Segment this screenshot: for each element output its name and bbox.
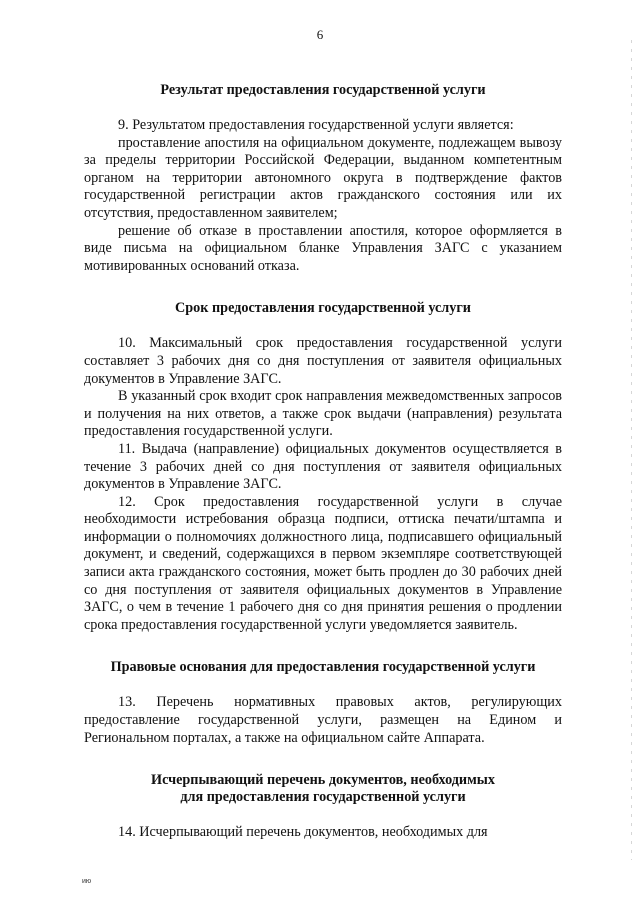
section-heading: Срок предоставления государственной услуги xyxy=(175,300,471,317)
paragraph: проставление апостиля на официальном документе, подлежащем вывозу за пределы территории Российской Федерации, выданном компетентным органом на территории автономного округа в подтверждение фактов государственной регистрации актов гражданского состояния или их отсутствия, предоставленном заявителем; xyxy=(84,134,562,221)
paragraph: 12. Срок предоставления государственной услуги в случае необходимости истребования образца подписи, оттиска печати/штампа и информации о полномочиях должностного лица, подписавшего официальный документ, и сведений, содержащихся в первом экземпляре соответствующей записи акта гражданского состояния, может быть продлен до 30 рабочих дней со дня поступления от заявителя официальных документов в Управление ЗАГС, о чем в течение 1 рабочего дня со дня принятия решения о продлении срока предоставления государственной услуги уведомляется заявитель. xyxy=(84,493,562,633)
section-heading: Правовые основания для предоставления государственной услуги xyxy=(110,659,536,676)
section-result xyxy=(84,82,562,275)
paragraph: В указанный срок входит срок направления межведомственных запросов и получения на них ответов, а также срок выдачи (направления) результата предоставления государственной услуги. xyxy=(84,388,562,440)
page-number: 6 xyxy=(316,27,324,42)
scan-edge-line xyxy=(631,40,632,860)
paragraph: 9. Результатом предоставления государственной услуги является: xyxy=(118,117,514,133)
paragraph: 11. Выдача (направление) официальных документов осуществляется в течение 3 рабочих дней со дня поступления от заявителя официальных документов в Управление ЗАГС. xyxy=(84,440,562,493)
document-body xyxy=(84,82,562,842)
paragraph: 13. Перечень нормативных правовых актов, регулирующих предоставление государственной услуги, размещен на Едином и Региональном порталах, а также на официальном сайте Аппарата. xyxy=(84,694,562,746)
section-legal-basis xyxy=(84,659,562,747)
paragraph: решение об отказе в проставлении апостиля, которое оформляется в виде письма на официальном бланке Управления ЗАГС с указанием мотивированных оснований отказа. xyxy=(84,222,562,274)
paragraph: 14. Исчерпывающий перечень документов, необходимых для xyxy=(118,824,488,841)
section-heading-line-2: для предоставления государственной услуги xyxy=(180,789,466,806)
section-term xyxy=(84,300,562,634)
paragraph: 10. Максимальный срок предоставления государственной услуги составляет 3 рабочих дня со дня поступления от заявителя официальных документов в Управление ЗАГС. xyxy=(84,335,562,387)
footer-mark: ию xyxy=(82,878,92,885)
section-heading: Результат предоставления государственной услуги xyxy=(160,82,486,98)
section-documents xyxy=(84,772,562,842)
section-heading-line-1: Исчерпывающий перечень документов, необходимых xyxy=(151,772,495,789)
